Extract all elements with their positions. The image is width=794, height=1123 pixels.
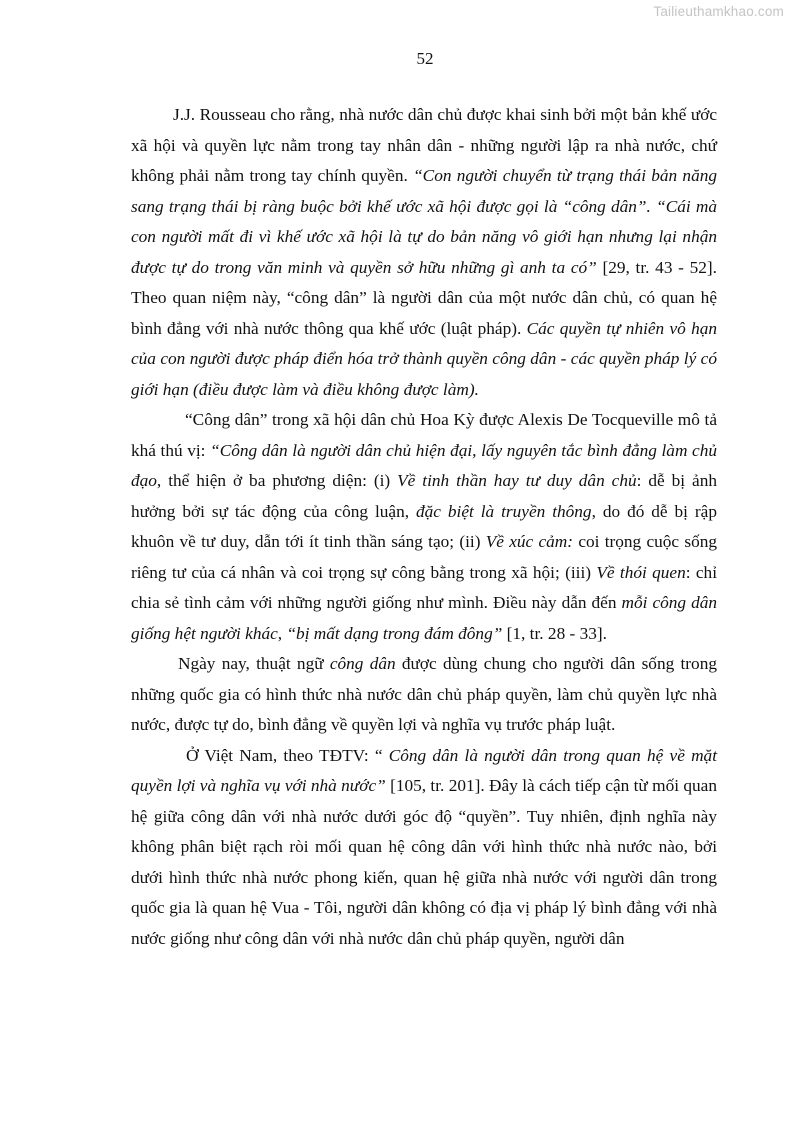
text-run: : chỉ chia sẻ tình cảm với những người giống như mình. Điều này dẫn đến bbox=[131, 562, 717, 612]
text-run: [1, tr. 28 - 33]. bbox=[502, 623, 607, 643]
watermark: Tailieuthamkhao.com bbox=[653, 4, 784, 19]
page-number: 52 bbox=[416, 49, 434, 68]
italic-run: Các quyền tự nhiên vô hạn của con người được pháp điển hóa trở thành quyền công dân - các quyền pháp lý có giới hạn (điều được làm và điều không được làm). bbox=[131, 318, 717, 399]
text-run: [105, tr. 201]. Đây là cách tiếp cận từ mối quan hệ giữa công dân với nhà nước dưới góc độ “quyền”. Tuy nhiên, định nghĩa này không phân biệt rạch ròi mối quan hệ công dân với hình thức nhà nước nào, bởi dưới hình thức nhà nước phong kiến, quan hệ giữa nhà nước với người dân trong quốc gia là quan hệ Vua - Tôi, người dân không có địa vị pháp lý bình đẳng với nhà nước giống như công dân với nhà nước dân chủ pháp quyền, người dân bbox=[131, 776, 717, 948]
italic-run: Về thói quen bbox=[596, 562, 686, 582]
text-run: [29, tr. 43 - 52]. Theo quan niệm này, “công dân” là người dân của một nước dân chủ, có quan hệ bình đẳng với nhà nước thông qua khế ước (luật pháp). bbox=[131, 257, 717, 338]
text-run: J.J. Rousseau cho rằng, nhà nước dân chủ được khai sinh bởi một bản khế ước xã hội và quyền lực nằm trong tay nhân dân - những người lập ra nhà nước, chứ không phải nằm trong tay chính quyền. bbox=[131, 105, 717, 185]
text-run: : dễ bị ảnh hưởng bởi sự tác động của công luận, bbox=[131, 471, 717, 521]
text-run: , do đó dễ bị rập khuôn về tư duy, dẫn tới ít tinh thần sáng tạo; (ii) bbox=[131, 501, 717, 551]
italic-run: mỗi công dân giống hệt người khác bbox=[131, 593, 718, 643]
document-body bbox=[131, 100, 717, 954]
text-run: “Công dân” trong xã hội dân chủ Hoa Kỳ được Alexis De Tocqueville mô tả khá thú vị: bbox=[131, 410, 717, 460]
italic-run: “bị mất dạng trong đám đông” bbox=[286, 623, 503, 643]
text-run: Ngày nay, thuật ngữ bbox=[178, 654, 330, 673]
paragraph-rousseau bbox=[131, 100, 717, 405]
quote-tocqueville: “Công dân là người dân chủ hiện đại, lấy nguyên tắc bình đẳng làm chủ đạo bbox=[131, 440, 717, 490]
text-run: , thể hiện ở ba phương diện: (i) bbox=[156, 471, 398, 490]
italic-run: Về xúc cảm: bbox=[485, 532, 574, 551]
italic-run: đặc biệt là truyền thông bbox=[415, 501, 592, 521]
text-run: , bbox=[277, 623, 287, 643]
italic-run: công dân bbox=[329, 654, 396, 673]
paragraph-tocqueville bbox=[131, 405, 717, 649]
paragraph-vietnam bbox=[131, 741, 717, 955]
text-run: được dùng chung cho người dân sống trong những quốc gia có hình thức nhà nước dân chủ pháp quyền, làm chủ quyền lực nhà nước, được tự do, bình đẳng về quyền lợi và nghĩa vụ trước pháp luật. bbox=[131, 654, 717, 734]
paragraph-today bbox=[131, 649, 717, 741]
quote-definition: Công dân là người dân trong quan hệ về mặt quyền lợi và nghĩa vụ với nhà nước” bbox=[131, 745, 717, 795]
text-run: Ở Việt Nam, theo TĐTV: “ bbox=[186, 745, 389, 765]
text-run: coi trọng cuộc sống riêng tư của cá nhân và coi trọng sự công bằng trong xã hội; (iii) bbox=[131, 532, 718, 582]
quote-rousseau: “Con người chuyển từ trạng thái bản năng sang trạng thái bị ràng buộc bởi khế ước xã hội được gọi là “công dân”. “Cái mà con người mất đi vì khế ước xã hội là tự do bản năng vô giới hạn nhưng lại nhận được tự do trong văn minh và quyền sở hữu những gì anh ta có” bbox=[131, 166, 717, 277]
italic-run: Về tinh thần hay tư duy dân chủ bbox=[397, 471, 637, 490]
